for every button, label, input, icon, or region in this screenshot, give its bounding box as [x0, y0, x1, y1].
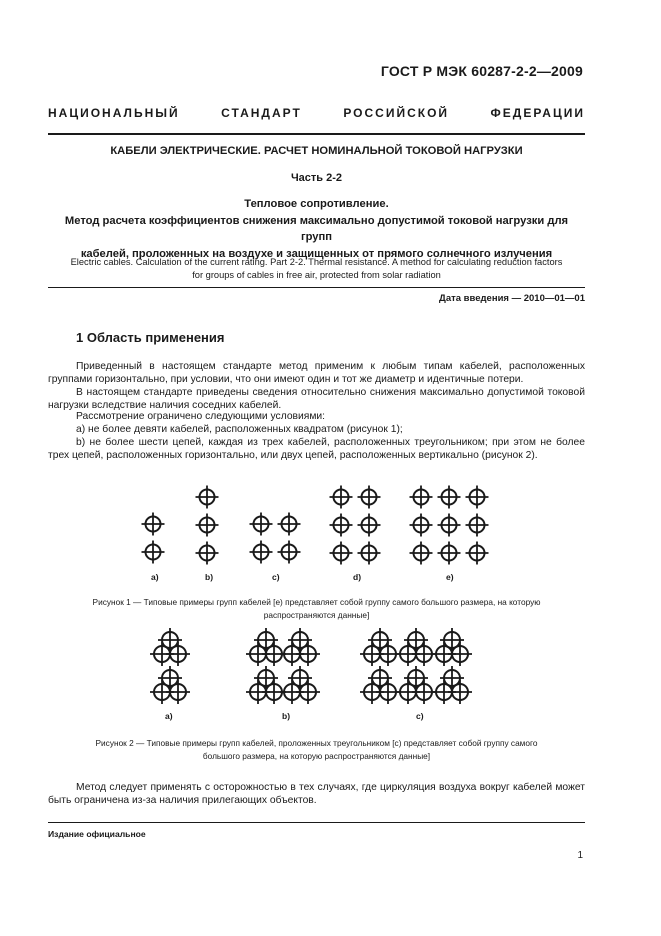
cable-symbol [330, 542, 353, 565]
cable-symbol [466, 542, 489, 565]
cable-symbol [250, 513, 273, 536]
figure-2-label-c: c) [416, 711, 424, 721]
document-title: КАБЕЛИ ЭЛЕКТРИЧЕСКИЕ. РАСЧЕТ НОМИНАЛЬНОЙ ТОКОВОЙ НАГРУЗКИ [110, 145, 523, 157]
subtitle-line-2: Метод расчета коэффициентов снижения максимально допустимой токовой нагрузки для групп [64, 214, 569, 243]
cable-symbol [196, 486, 219, 509]
figure-2-caption-line-1: Рисунок 2 — Типовые примеры групп кабелей, проложенных треугольником [c) представляет собой группу самого [95, 738, 538, 748]
figure-1-caption-line-2: распространяются данные] [263, 609, 370, 620]
figure-2-label-b: b) [282, 711, 291, 721]
paragraph-caution: Метод следует применять с осторожностью в тех случаях, где циркуляция воздуха вокруг кабелей может быть ограничена из-за наличия прилегающих объектов. [48, 782, 585, 807]
cable-symbol [410, 486, 433, 509]
paragraph-scope: Приведенный в настоящем стандарте метод применим к любым типам кабелей, расположенных группами горизонтально, при условии, что они имеют один и тот же диаметр и идентичные потери. [48, 361, 585, 386]
figure-1-caption [48, 596, 585, 621]
cable-symbol [410, 514, 433, 537]
cable-symbol [438, 514, 461, 537]
subtitle-line-3: кабелей, проложенных на воздухе и защищенных от прямого солнечного излучения [80, 247, 553, 260]
english-title-line-2: for groups of cables in free air, protected from solar radiation [192, 270, 441, 280]
figure-1-label-c: c) [272, 572, 280, 582]
cable-symbol [330, 486, 353, 509]
condition-b: b) не более шести цепей, каждая из трех кабелей, расположенных треугольником; при этом не более трех цепей, расположенных горизонтально, или двух цепей, расположенных вертикально (рисунок 2). [48, 437, 585, 462]
footer-divider [48, 822, 585, 823]
figure-1-label-b: b) [205, 572, 214, 582]
figure-2-caption [48, 737, 585, 762]
document-code: ГОСТ Р МЭК 60287-2-2—2009 [380, 63, 583, 79]
cable-symbol [142, 541, 165, 564]
figure-2-caption-line-2: большого размера, на которую распространяются данные] [202, 750, 431, 761]
cable-symbol [330, 514, 353, 537]
figure-1-label-d: d) [353, 572, 362, 582]
condition-a: a) не более девяти кабелей, расположенных квадратом (рисунок 1); [76, 424, 403, 435]
cable-symbol [358, 542, 381, 565]
introduction-date: Дата введения — 2010—01—01 [439, 293, 585, 304]
cable-symbol [466, 486, 489, 509]
paragraph-conditions: Рассмотрение ограничено следующими условиями: [76, 411, 326, 422]
paragraph-information: В настоящем стандарте приведены сведения относительно снижения максимально допустимой токовой нагрузки вследствие наличия соседних кабелей. [48, 387, 585, 412]
cable-symbol [142, 513, 165, 536]
figure-1-label-e: e) [446, 572, 454, 582]
title-divider [48, 287, 585, 288]
english-title [48, 256, 585, 282]
cable-symbol [196, 514, 219, 537]
section-heading: 1 Область применения [76, 330, 225, 345]
figure-1-caption-line-1: Рисунок 1 — Типовые примеры групп кабелей [е) представляет собой группу самого большого размера, на которую [92, 597, 541, 607]
subtitle-line-1: Тепловое сопротивление. [244, 198, 389, 210]
cable-symbol [278, 541, 301, 564]
cable-symbol [196, 542, 219, 565]
figure-2-trefoil-groups [0, 628, 661, 713]
english-title-line-1: Electric cables. Calculation of the current rating. Part 2-2. Thermal resistance. A method for calculating reduction factors [70, 257, 563, 267]
cable-symbol [438, 486, 461, 509]
cable-symbol [466, 514, 489, 537]
cable-symbol [250, 541, 273, 564]
edition-label: Издание официальное [48, 829, 146, 839]
page-number: 1 [577, 850, 583, 861]
subtitle [48, 196, 585, 262]
cable-symbol [358, 514, 381, 537]
figure-2-label-a: a) [165, 711, 173, 721]
cable-symbol [358, 486, 381, 509]
figure-1-cable-groups [0, 480, 661, 590]
cable-symbol [438, 542, 461, 565]
part-label: Часть 2-2 [290, 172, 343, 184]
cable-symbol [278, 513, 301, 536]
figure-1-label-a: a) [151, 572, 159, 582]
cable-symbol [410, 542, 433, 565]
header-divider [48, 133, 585, 135]
standard-name: НАЦИОНАЛЬНЫЙ СТАНДАРТ РОССИЙСКОЙ ФЕДЕРАЦИИ [48, 106, 585, 120]
